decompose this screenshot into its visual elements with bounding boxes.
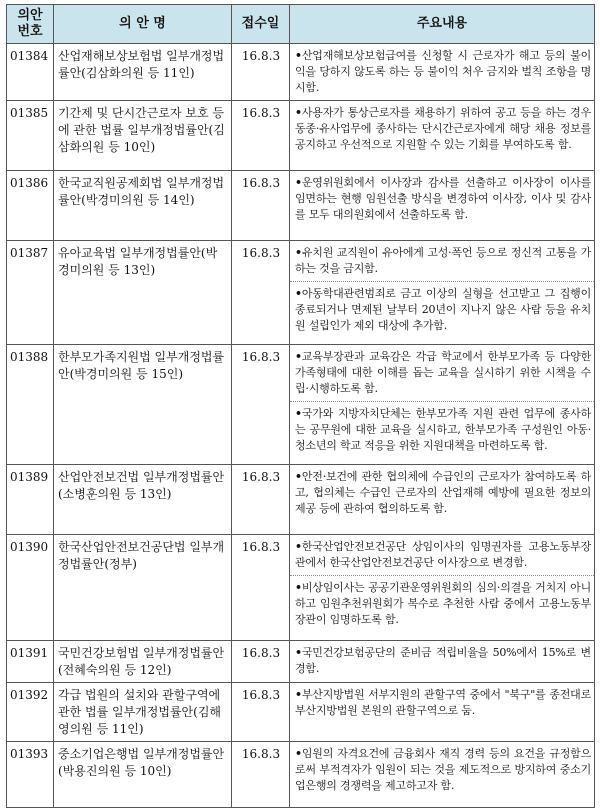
summary-text: 비상임이사는 공공기관운영위원회의 심의·의결을 거치지 아니하고 임원추천위원회가 복수로 추천한 사람 중에서 고용노동부장관이 임명하도록 함. [295, 581, 591, 626]
table-row [7, 101, 595, 171]
summary-item [290, 171, 594, 227]
summary-cell [290, 465, 595, 535]
summary-text: 국민건강보험공단의 준비금 적립비율을 50%에서 15%로 변경함. [295, 646, 591, 675]
bullet-icon: • [295, 646, 302, 659]
summary-item [290, 401, 594, 458]
summary-cell [290, 535, 595, 641]
bill-number: 01388 [7, 345, 54, 465]
table-row [7, 171, 595, 241]
bullet-icon: • [295, 470, 302, 483]
summary-text: 운영위원회에서 이사장과 감사를 선출하고 이사장이 이사를 임면하는 현행 임원선출 방식을 변경하여 이사장, 이사 및 감사를 모두 대의원회에서 선출하도록 함. [295, 176, 591, 221]
summary-item [290, 742, 594, 798]
bill-number: 01390 [7, 535, 54, 641]
summary-text: 한국산업안전보건공단 상임이사의 임명권자를 고용노동부장관에서 한국산업안전보건공단 이사장으로 변경함. [295, 540, 591, 569]
received-date: 16.8.3 [232, 465, 290, 535]
summary-item [290, 345, 594, 401]
table-row [7, 641, 595, 683]
summary-cell [290, 641, 595, 683]
summary-text: 아동학대관련범죄로 금고 이상의 실형을 선고받고 그 집행이 종료되거나 면제된 날부터 20년이 지나지 않은 사람 등을 유치원 설립인가 제외 대상에 추가함. [295, 287, 591, 332]
bill-number: 01386 [7, 171, 54, 241]
header-bill-number-label: 의안 번호 [17, 8, 43, 39]
summary-cell [290, 683, 595, 742]
summary-cell [290, 241, 595, 345]
bullet-icon: • [295, 581, 302, 594]
header-bill-name: 의 안 명 [54, 5, 232, 44]
received-date: 16.8.3 [232, 44, 290, 101]
summary-item [290, 641, 594, 681]
bill-name: 산업안전보건법 일부개정법률안(소병훈의원 등 13인) [54, 465, 232, 535]
table-row [7, 535, 595, 641]
summary-cell [290, 742, 595, 808]
received-date: 16.8.3 [232, 683, 290, 742]
header-summary: 주요내용 [290, 5, 595, 44]
received-date: 16.8.3 [232, 101, 290, 171]
bill-name: 각급 법원의 설치와 관할구역에 관한 법률 일부개정법률안(김해영의원 등 11인) [54, 683, 232, 742]
summary-cell [290, 345, 595, 465]
bullet-icon: • [295, 176, 302, 189]
summary-text: 유치원 교직원이 유아에게 고성·폭언 등으로 정신적 고통을 가하는 것을 금지함. [295, 246, 591, 275]
bill-name: 산업재해보상보험법 일부개정법률안(김삼화의원 등 11인) [54, 44, 232, 101]
received-date: 16.8.3 [232, 641, 290, 683]
table-row [7, 345, 595, 465]
bill-name: 기간제 및 단시간근로자 보호 등에 관한 법률 일부개정법률안(김삼화의원 등 10인) [54, 101, 232, 171]
bill-number: 01389 [7, 465, 54, 535]
summary-text: 임원의 자격요건에 금융회사 재직 경력 등의 요건을 규정함으로써 부적격자가 임원이 되는 것을 제도적으로 방지하여 중소기업은행의 경쟁력을 제고하고자 함. [295, 747, 591, 792]
table-row [7, 465, 595, 535]
received-date: 16.8.3 [232, 171, 290, 241]
bill-table-container [6, 4, 594, 808]
bullet-icon: • [295, 540, 302, 553]
bill-name: 국민건강보험법 일부개정법률안(전혜숙의원 등 12인) [54, 641, 232, 683]
table-row [7, 44, 595, 101]
summary-cell [290, 44, 595, 101]
bullet-icon: • [295, 287, 302, 300]
bill-name: 한부모가족지원법 일부개정법률안(박경미의원 등 15인) [54, 345, 232, 465]
bullet-icon: • [295, 350, 302, 363]
bullet-icon: • [295, 688, 302, 701]
bill-name: 유아교육법 일부개정법률안(박경미의원 등 13인) [54, 241, 232, 345]
bill-number: 01385 [7, 101, 54, 171]
summary-text: 교육부장관과 교육감은 각급 학교에서 한부모가족 등 다양한 가족형태에 대한 이해를 돕는 교육을 실시하기 위한 시책을 수립·시행하도록 함. [295, 350, 591, 395]
bullet-icon: • [295, 49, 302, 62]
bill-number: 01393 [7, 742, 54, 808]
bullet-icon: • [295, 747, 302, 760]
bill-number: 01387 [7, 241, 54, 345]
table-row [7, 683, 595, 742]
header-row [7, 5, 595, 44]
bullet-icon: • [295, 106, 302, 119]
summary-text: 산업재해보상보험급여를 신청할 시 근로자가 해고 등의 불이익을 당하지 않도록 하는 등 불이익 처우 금지와 벌칙 조항을 명시함. [295, 49, 591, 94]
bill-table [6, 4, 595, 808]
summary-item [290, 683, 594, 723]
bill-name: 중소기업은행법 일부개정법률안(박용진의원 등 10인) [54, 742, 232, 808]
summary-item [290, 241, 594, 281]
table-row [7, 742, 595, 808]
summary-item [290, 575, 594, 632]
summary-item [290, 465, 594, 521]
summary-cell [290, 101, 595, 171]
summary-text: 국가와 지방자치단체는 한부모가족 지원 관련 업무에 종사하는 공무원에 대한 교육을 실시하고, 한부모가족 구성원인 아동·청소년의 학교 적응을 위한 지원대책을 마련하도록 함. [295, 407, 591, 452]
bill-number: 01391 [7, 641, 54, 683]
summary-item [290, 535, 594, 575]
bill-number: 01392 [7, 683, 54, 742]
header-received-date: 접수일 [232, 5, 290, 44]
summary-item [290, 281, 594, 338]
summary-text: 안전·보건에 관한 협의체에 수급인의 근로자가 참여하도록 하고, 협의체는 수급인 근로자의 산업재해 예방에 필요한 정보의 제공 등에 관하여 협의하도록 함. [295, 470, 591, 515]
bill-name: 한국산업안전보건공단법 일부개정법률안(정부) [54, 535, 232, 641]
summary-item [290, 44, 594, 100]
summary-item [290, 101, 594, 157]
received-date: 16.8.3 [232, 345, 290, 465]
header-bill-number [7, 5, 54, 44]
bill-number: 01384 [7, 44, 54, 101]
received-date: 16.8.3 [232, 241, 290, 345]
summary-cell [290, 171, 595, 241]
bullet-icon: • [295, 246, 302, 259]
summary-text: 부산지방법원 서부지원의 관할구역 중에서 "북구"를 종전대로 부산지방법원 본원의 관할구역으로 둠. [295, 688, 591, 717]
bullet-icon: • [295, 407, 302, 420]
received-date: 16.8.3 [232, 535, 290, 641]
table-row [7, 241, 595, 345]
summary-text: 사용자가 통상근로자를 채용하기 위하여 공고 등을 하는 경우 동종·유사업무에 종사하는 단시간근로자에게 해당 채용 정보를 공지하고 우선적으로 지원할 수 있는 기회를 부여하도록 함. [295, 106, 591, 151]
received-date: 16.8.3 [232, 742, 290, 808]
bill-name: 한국교직원공제회법 일부개정법률안(박경미의원 등 14인) [54, 171, 232, 241]
